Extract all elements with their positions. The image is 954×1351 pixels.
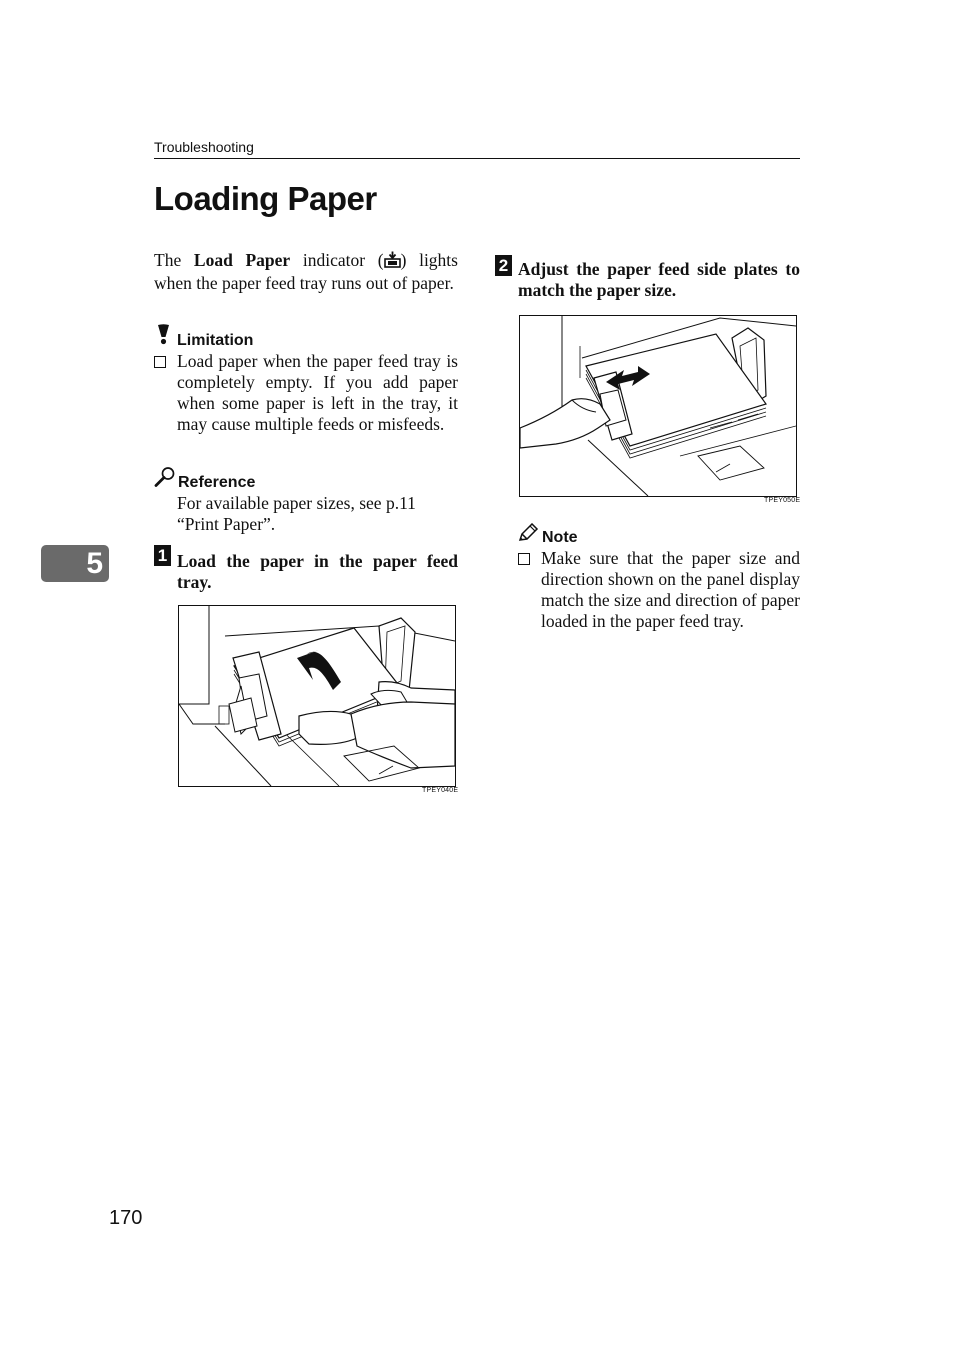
figure-code: TPEY050E (764, 497, 801, 504)
load-paper-indicator-icon (384, 251, 401, 273)
page-number: 170 (109, 1207, 143, 1229)
note-heading-text: Note (542, 529, 578, 546)
chapter-tab: 5 (41, 545, 109, 582)
pencil-icon (518, 523, 540, 547)
reference-heading-text: Reference (178, 474, 256, 491)
list-item: Make sure that the paper size and direction shown on the panel display match the size and direction of paper loaded in the paper feed tray. (518, 548, 800, 632)
step-number-1: 1 (154, 545, 171, 566)
figure-adjust-side-plates (519, 315, 797, 497)
step-1-text: Load the paper in the paper feed tray. (177, 551, 458, 592)
header-rule (154, 158, 800, 159)
checkbox-bullet-icon (518, 553, 530, 565)
running-header: Troubleshooting (154, 139, 254, 155)
exclamation-icon (154, 324, 173, 350)
reference-heading (154, 466, 255, 492)
intro-paragraph: The Load Paper indicator ( ) lights when the paper feed tray runs out of paper. (154, 250, 458, 293)
figure-load-paper (178, 605, 456, 787)
magnifier-icon (154, 466, 176, 492)
note-heading (518, 523, 578, 547)
step-number-2: 2 (495, 255, 512, 276)
page-title: Loading Paper (154, 180, 377, 217)
figure-code: TPEY040E (422, 787, 459, 794)
limitation-heading (154, 324, 253, 350)
list-item: Load paper when the paper feed tray is completely empty. If you add paper when some paper is left in the tray, it may cause multiple feeds or misfeeds. (154, 351, 458, 435)
step-2-text: Adjust the paper feed side plates to match the paper size. (518, 259, 800, 300)
checkbox-bullet-icon (154, 356, 166, 368)
limitation-heading-text: Limitation (177, 332, 254, 349)
reference-text: For available paper sizes, see p.11 “Print Paper”. (177, 493, 416, 534)
load-paper-label: Load Paper (193, 250, 291, 270)
